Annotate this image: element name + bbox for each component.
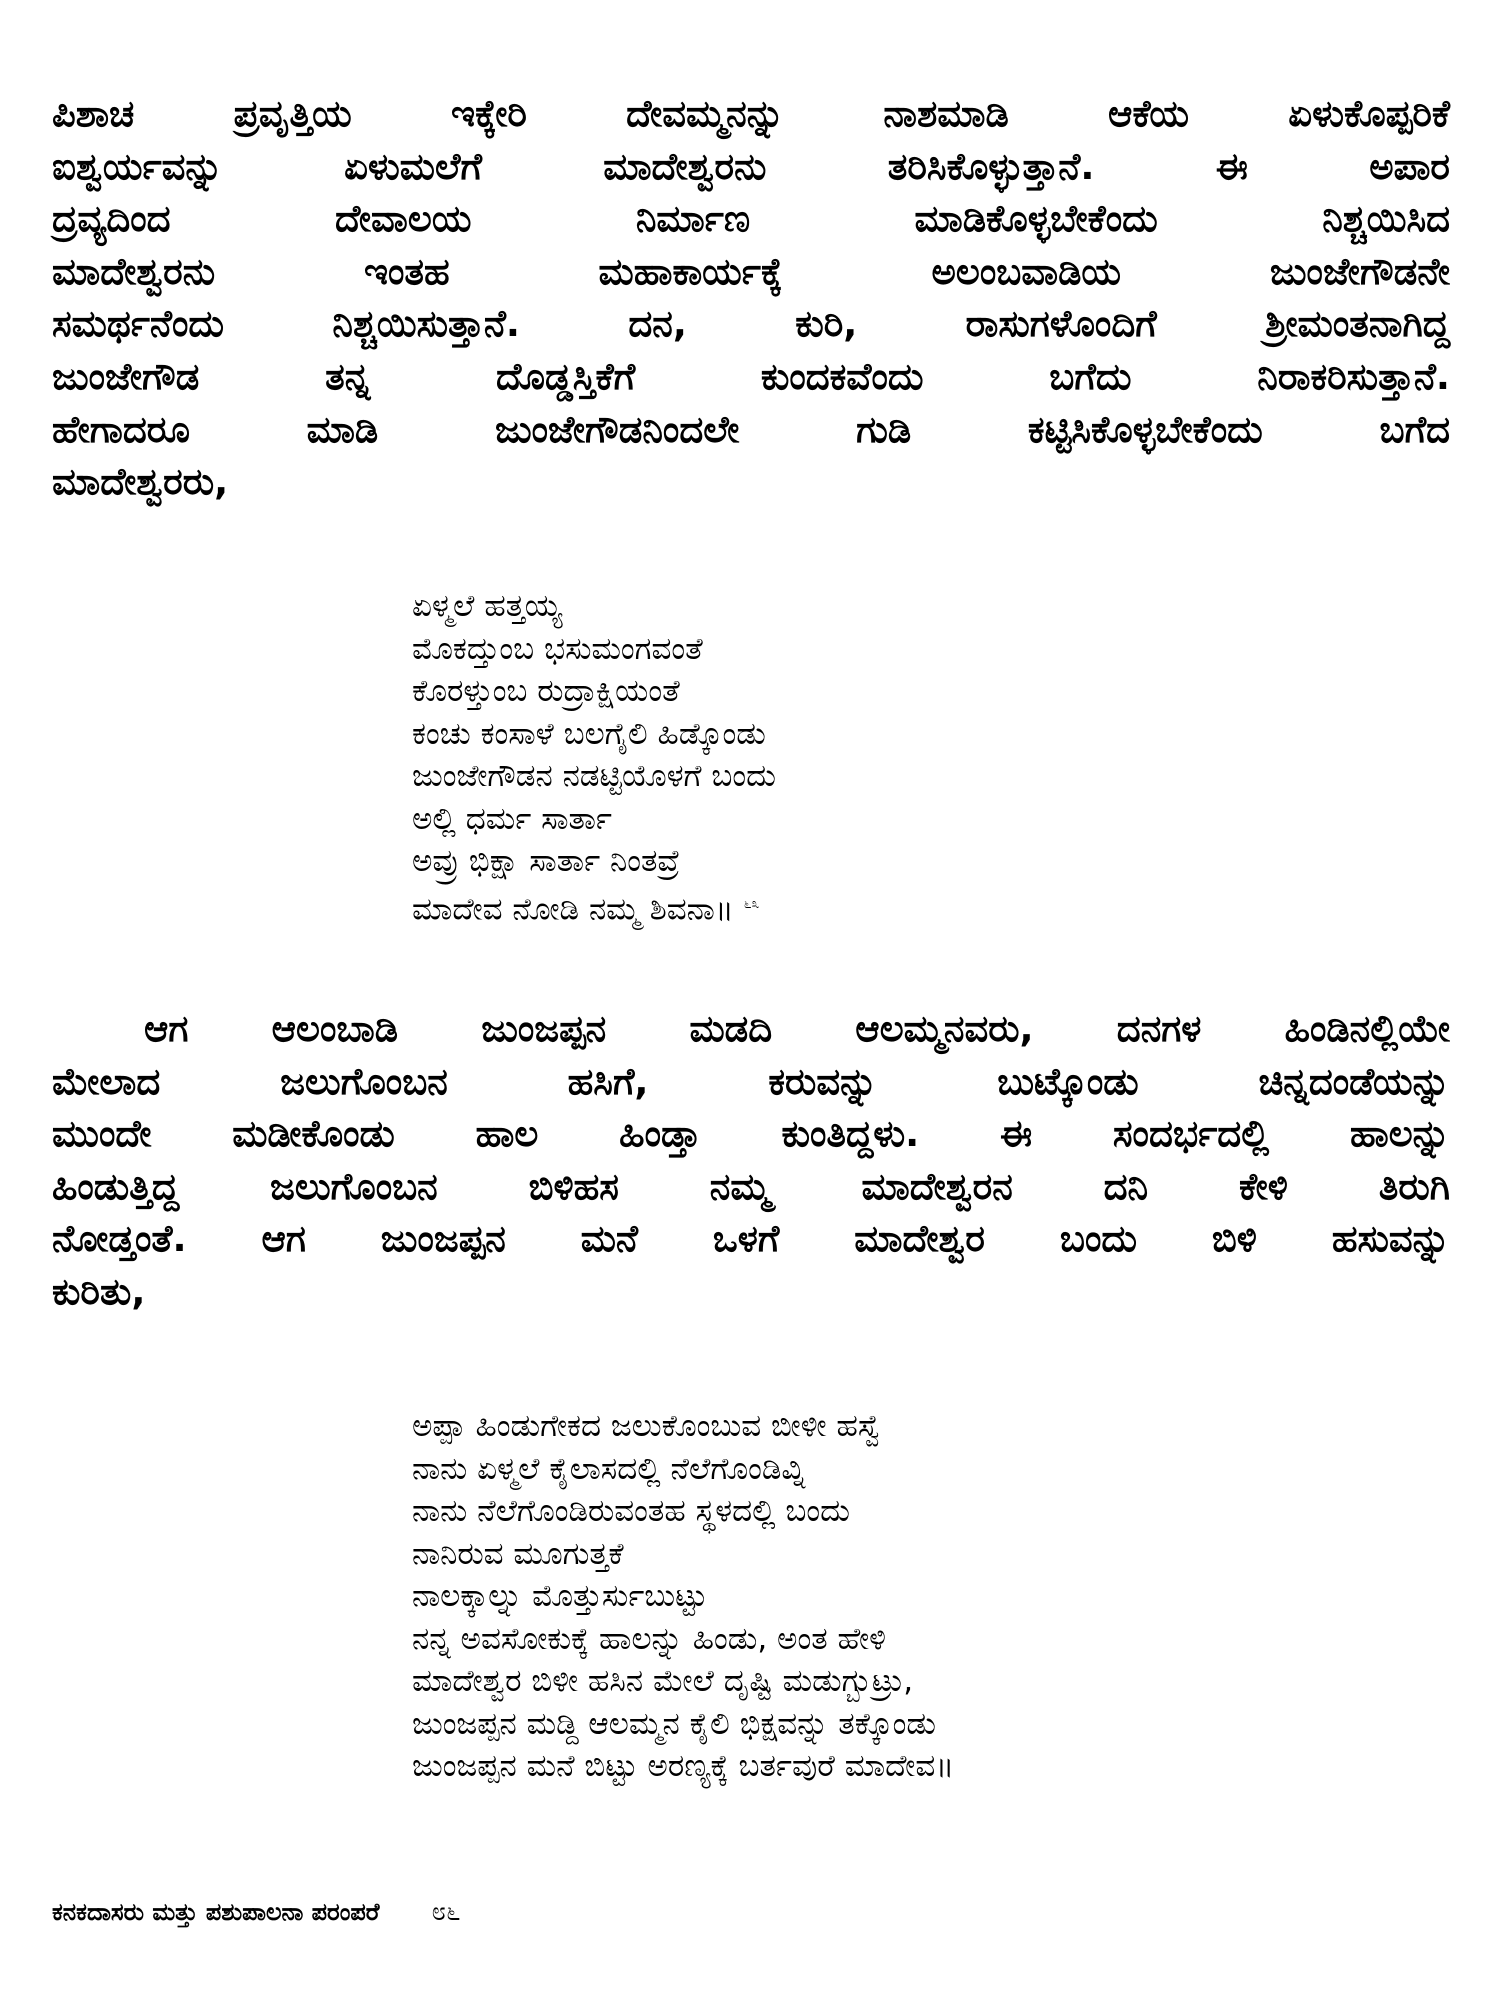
verse-line: ಮೊಕದ್ತುಂಬ ಭಸುಮಂಗವಂತೆ — [412, 630, 703, 667]
paragraph-line: ಜುಂಜೇಗೌಡ ತನ್ನ ದೊಡ್ಡಸ್ತಿಕೆಗೆ ಕುಂದಕವೆಂದು ಬಗೆದು ನಿರಾಕರಿಸುತ್ತಾನೆ. — [52, 354, 1450, 398]
paragraph-line: ಸಮರ್ಥನೆಂದು ನಿಶ್ಚಯಿಸುತ್ತಾನೆ. ದನ, ಕುರಿ, ರಾಸುಗಳೊಂದಿಗೆ ಶ್ರೀಮಂತನಾಗಿದ್ದ — [52, 302, 1450, 346]
verse-line-text: ಮಾದೇವ ನೋಡಿ ನಮ್ಮ ಶಿವನಾ॥ — [412, 890, 734, 927]
verse-line: ಮಾದೇಶ್ವರ ಬಿಳೀ ಹಸಿನ ಮೇಲೆ ದೃಷ್ಟಿ ಮಡುಗ್ಬುಟ್ರು, — [412, 1663, 914, 1699]
verse-line: ಏಳ್ಮಲೆ ಹತ್ತಯ್ಯ — [412, 588, 563, 624]
paragraph-line: ಮುಂದೇ ಮಡೀಕೊಂಡು ಹಾಲ ಹಿಂಡ್ತಾ ಕುಂತಿದ್ದಳು. ಈ ಸಂದರ್ಭದಲ್ಲಿ ಹಾಲನ್ನು — [52, 1112, 1450, 1156]
paragraph-line: ಆಗ ಆಲಂಬಾಡಿ ಜುಂಜಪ್ಪನ ಮಡದಿ ಆಲಮ್ಮನವರು, ದನಗಳ ಹಿಂಡಿನಲ್ಲಿಯೇ — [144, 1007, 1450, 1050]
book-title: ಕನಕದಾಸರು ಮತ್ತು ಪಶುಪಾಲನಾ ಪರಂಪರೆ — [52, 1898, 380, 1926]
verse-line: ಜುಂಜಪ್ಪನ ಮಡ್ದಿ ಆಲಮ್ಮನ ಕೈಲಿ ಭಿಕ್ಷವನ್ನು ತಕ್ಕೊಂಡು — [412, 1705, 936, 1742]
paragraph-line: ಹಿಂಡುತ್ತಿದ್ದ ಜಲುಗೊಂಬನ ಬಿಳಿಹಸ ನಮ್ಮ ಮಾದೇಶ್ವರನ ದನಿ ಕೇಳಿ ತಿರುಗಿ — [52, 1164, 1450, 1208]
verse-line: ಅವ್ರು ಭಿಕ್ಷಾ ಸಾರ್ತಾ ನಿಂತವ್ರೆ — [412, 843, 680, 879]
paragraph-line: ಮಾದೇಶ್ವರರು, — [52, 460, 229, 504]
paragraph-2 — [52, 1003, 1450, 1319]
paragraph-line: ನೋಡ್ತಂತೆ. ಆಗ ಜುಂಜಪ್ಪನ ಮನೆ ಒಳಗೆ ಮಾದೇಶ್ವರ ಬಂದು ಬಿಳಿ ಹಸುವನ್ನು — [52, 1217, 1450, 1261]
verse-line: ಕೊರಳ್ತುಂಬ ರುದ್ರಾಕ್ಷಿಯಂತೆ — [412, 673, 680, 709]
verse-line: ಜುಂಜೇಗೌಡನ ನಡಟ್ಟಿಯೊಳಗೆ ಬಂದು — [412, 758, 776, 794]
paragraph-line: ಹೇಗಾದರೂ ಮಾಡಿ ಜುಂಜೇಗೌಡನಿಂದಲೇ ಗುಡಿ ಕಟ್ಟಿಸಿಕೊಳ್ಳಬೇಕೆಂದು ಬಗೆದ — [52, 407, 1450, 451]
verse-line: ಅಲ್ಲಿ ಧರ್ಮ ಸಾರ್ತಾ — [412, 800, 612, 837]
verse-1 — [412, 585, 1412, 930]
verse-line: ನಾನು ನೆಲೆಗೊಂಡಿರುವಂತಹ ಸ್ಥಳದಲ್ಲಿ ಬಂದು — [412, 1493, 850, 1529]
verse-line: ಕಂಚು ಕಂಸಾಳೆ ಬಲಗೈಲಿ ಹಿಡ್ಕೊಂಡು — [412, 715, 766, 752]
verse-line: ನಾನಿರುವ ಮೂಗುತ್ತಕೆ — [412, 1535, 624, 1572]
page-number: ೮೬ — [431, 1897, 461, 1927]
footnote-marker: ೬೩ — [743, 895, 760, 912]
verse-line: ಅಪ್ಪಾ ಹಿಂಡುಗೇಕದ ಜಲುಕೊಂಬುವ ಬೀಳೀ ಹಸ್ವೆ — [412, 1408, 882, 1444]
verse-line: ನನ್ನ ಅವಸೋಕುಕ್ಕೆ ಹಾಲನ್ನು ಹಿಂಡು, ಅಂತ ಹೇಳಿ — [412, 1620, 887, 1657]
verse-line — [412, 883, 1412, 931]
verse-line: ನಾನು ಏಳ್ಮಲೆ ಕೈಲಾಸದಲ್ಲಿ ನೆಲೆಗೊಂಡಿವ್ನಿ — [412, 1450, 806, 1487]
page-footer — [52, 1897, 1052, 1928]
paragraph-line: ಮಾದೇಶ್ವರನು ಇಂತಹ ಮಹಾಕಾರ್ಯಕ್ಕೆ ಅಲಂಬವಾಡಿಯ ಜುಂಜೇಗೌಡನೇ — [52, 249, 1450, 293]
verse-line: ಜುಂಜಪ್ಪನ ಮನೆ ಬಿಟ್ಟು ಅರಣ್ಯಕ್ಕೆ ಬರ್ತವುರೆ ಮಾದೇವ॥ — [412, 1748, 955, 1784]
paragraph-line: ಐಶ್ವರ್ಯವನ್ನು ಏಳುಮಲೆಗೆ ಮಾದೇಶ್ವರನು ತರಿಸಿಕೊಳ್ಳುತ್ತಾನೆ. ಈ ಅಪಾರ — [52, 144, 1450, 188]
verse-2 — [412, 1405, 1412, 1788]
paragraph-line: ಕುರಿತು, — [52, 1269, 146, 1313]
paragraph-line: ಪಿಶಾಚ ಪ್ರವೃತ್ತಿಯ ಇಕ್ಕೇರಿ ದೇವಮ್ಮನನ್ನು ನಾಶಮಾಡಿ ಆಕೆಯ ಏಳುಕೊಪ್ಪರಿಕೆ — [52, 92, 1450, 135]
verse-line: ನಾಲಕ್ಕಾಲ್ನು ಮೊತ್ತುರ್ಸುಬುಟ್ಟು — [412, 1578, 708, 1614]
paragraph-line: ದ್ರವ್ಯದಿಂದ ದೇವಾಲಯ ನಿರ್ಮಾಣ ಮಾಡಿಕೊಳ್ಳಬೇಕೆಂದು ನಿಶ್ಚಯಿಸಿದ — [52, 197, 1450, 241]
paragraph-1 — [52, 88, 1450, 509]
paragraph-line: ಮೇಲಾದ ಜಲುಗೊಂಬನ ಹಸಿಗೆ, ಕರುವನ್ನು ಬುಟ್ಕೊಂಡು ಚಿನ್ನದಂಡೆಯನ್ನು — [52, 1059, 1450, 1103]
